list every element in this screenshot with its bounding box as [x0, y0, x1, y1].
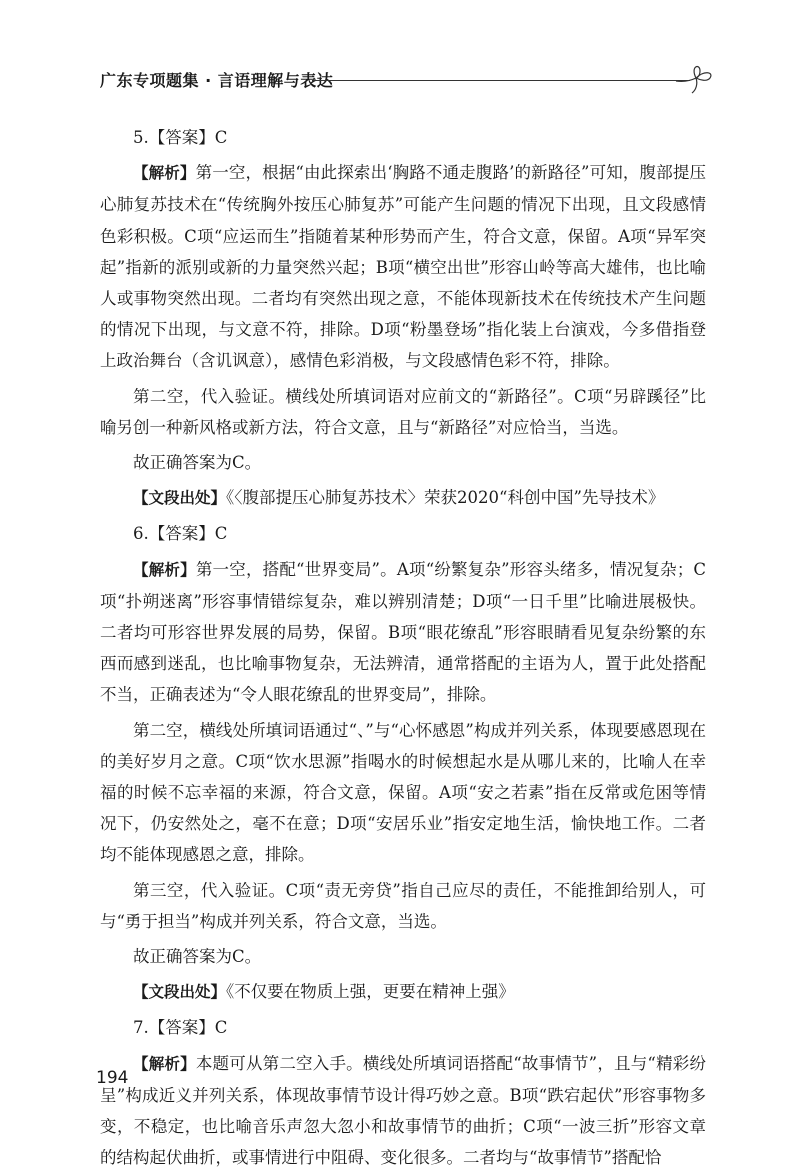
answer-line-7: [100, 1012, 706, 1043]
analysis-paragraph: [100, 554, 706, 711]
conclusion-paragraph: [100, 941, 706, 972]
source-paragraph: [100, 976, 706, 1008]
body-paragraph: [100, 381, 706, 443]
paragraph-text: 第三空，代入验证。C项“责无旁贷”指自己应尽的责任，不能推卸给别人，可与“勇于担当”构成并列关系，符合文意，当选。: [100, 880, 706, 931]
analysis-tag: 【解析】: [133, 164, 196, 183]
paragraph-text: 第二空，横线处所填词语通过“、”与“心怀感恩”构成并列关系，体现要感恩现在的美好岁月之意。C项“饮水思源”指喝水的时候想起水是从哪儿来的，比喻人在幸福的时候不忘幸福的来源，符合文意，保留。A项“安之若素”指在反常或危困等情况下，仍安然处之，毫不在意；D项“安居乐业”指安定地生活，愉快地工作。二者均不能体现感恩之意，排除。: [100, 720, 706, 865]
paragraph-text: 故正确答案为C。: [133, 947, 262, 967]
paragraph-text: 7.【答案】C: [133, 1018, 228, 1038]
paragraph-text: 第一空，根据“由此探索出‘胸路不通走腹路’的新路径”可知，腹部提压心肺复苏技术在“传统胸外按压心肺复苏”可能产生问题的情况下出现，且文段感情色彩积极。C项“应运而生”指随着某种形势而产生，符合文意，保留。A项“异军突起”指新的派别或新的力量突然兴起；B项“横空出世”形容山岭等高大雄伟，也比喻人或事物突然出现。二者均有突然出现之意，不能体现新技术在传统技术产生问题的情况下出现，与文意不符，排除。D项“粉墨登场”指化装上台演戏，今多借指登上政治舞台（含讥讽意），感情色彩消极，与文段感情色彩不符，排除。: [100, 163, 706, 371]
running-header: [100, 62, 720, 98]
paragraph-text: 5.【答案】C: [133, 128, 228, 147]
header-title: 广东专项题集 · 言语理解与表达: [100, 71, 334, 90]
page-number: 194: [96, 1068, 129, 1088]
source-tag: 【文段出处】: [133, 983, 227, 1002]
paragraph-text: 《不仅要在物质上强，更要在精神上强》: [226, 982, 515, 1002]
paragraph-text: 6.【答案】C: [133, 524, 228, 544]
leaf-ornament-icon: [674, 62, 720, 96]
paragraph-text: 第二空，代入验证。横线处所填词语对应前文的“新路径”。C项“另辟蹊径”比喻另创一种新风格或新方法，符合文意，且与“新路径”对应恰当，当选。: [100, 386, 706, 437]
paragraph-text: 第一空，搭配“世界变局”。A项“纷繁复杂”形容头绪多，情况复杂；C项“扑朔迷离”形容事情错综复杂，难以辨别清楚；D项“一日千里”比喻进展极快。二者均可形容世界发展的局势，保留。B项“眼花缭乱”形容眼睛看见复杂纷繁的东西而感到迷乱，也比喻事物复杂，无法辨清，通常搭配的主语为人，置于此处搭配不当，正确表述为“令人眼花缭乱的世界变局”，排除。: [100, 559, 706, 705]
analysis-paragraph: [100, 157, 706, 376]
paragraph-text: 《〈腹部提压心肺复苏技术〉荣获2020“科创中国”先导技术》: [226, 488, 665, 508]
answer-explanations: [100, 122, 706, 1174]
source-paragraph: [100, 482, 706, 514]
body-paragraph: [100, 715, 706, 871]
answer-line-6: [100, 518, 706, 549]
conclusion-paragraph: [100, 447, 706, 478]
header-rule: [312, 80, 690, 81]
analysis-tag: 【解析】: [133, 1054, 196, 1073]
body-paragraph: [100, 875, 706, 937]
source-tag: 【文段出处】: [133, 489, 227, 508]
analysis-paragraph: [100, 1048, 706, 1174]
paragraph-text: 故正确答案为C。: [133, 453, 262, 473]
paragraph-text: 本题可从第二空入手。横线处所填词语搭配“故事情节”，且与“精彩纷呈”构成近义并列关系，体现故事情节设计得巧妙之意。B项“跌宕起伏”形容事物多变，不稳定，也比喻音乐声忽大忽小和故事情节的曲折；C项“一波三折”形容文章的结构起伏曲折，或事情进行中阻碍、变化很多。二者均与“故事情节”搭配恰: [100, 1053, 706, 1168]
answer-line-5: [100, 122, 706, 153]
analysis-tag: 【解析】: [133, 560, 196, 579]
